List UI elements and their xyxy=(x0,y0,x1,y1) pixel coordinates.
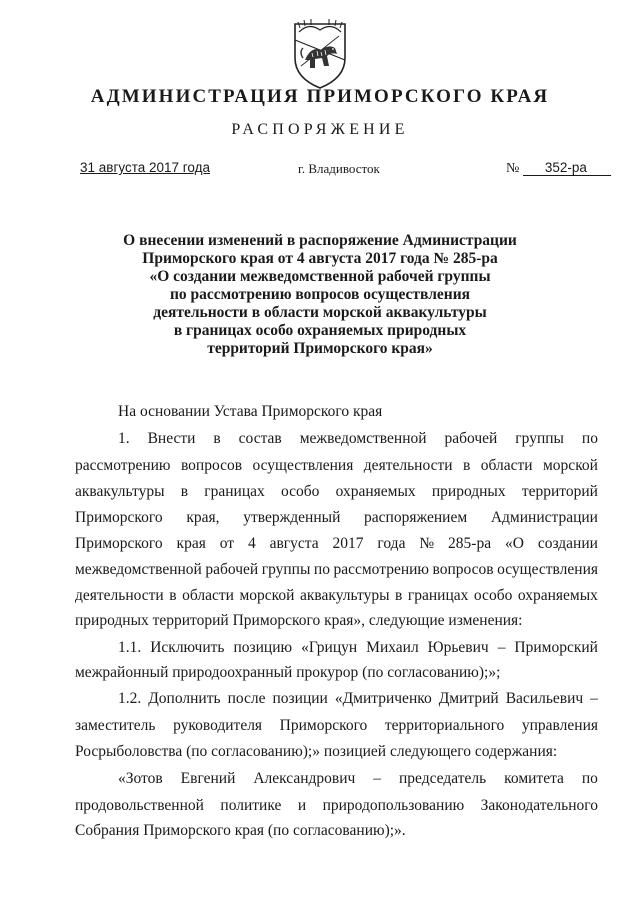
word: аквакультуры xyxy=(75,483,165,500)
body-line xyxy=(75,587,598,613)
word: продовольственной xyxy=(75,797,204,814)
word: в xyxy=(180,483,189,500)
word: «О xyxy=(504,535,524,552)
word: управления xyxy=(521,717,598,734)
word: аквакультуры xyxy=(300,587,390,604)
body-line xyxy=(75,797,598,823)
word: по xyxy=(313,561,330,578)
word: края, xyxy=(186,509,220,526)
word: 1. xyxy=(118,430,130,447)
title-line: Приморского края от 4 августа 2017 года № 285-ра xyxy=(142,250,498,267)
coat-of-arms-icon xyxy=(291,18,349,90)
word: «Дмитриченко xyxy=(334,690,432,707)
word: особо xyxy=(473,587,513,604)
document-city: г. Владивосток xyxy=(298,161,380,176)
word: – xyxy=(497,639,506,656)
number-sign: № xyxy=(506,161,520,176)
word: после xyxy=(227,690,266,707)
word: Приморского xyxy=(75,535,163,552)
word: области xyxy=(182,587,234,604)
body-line: Собрания Приморского края (по согласованию);». xyxy=(75,822,406,839)
word: комитета xyxy=(504,770,564,787)
body-line xyxy=(75,639,598,665)
body-line xyxy=(75,535,598,561)
word: Юрьевич xyxy=(427,639,489,656)
word: утвержденный xyxy=(243,509,341,526)
document-type: РАСПОРЯЖЕНИЕ xyxy=(231,121,409,138)
word: границах xyxy=(204,483,265,500)
body-line: Росрыболовства (по согласованию);» позицией следующего содержания: xyxy=(75,743,558,760)
word: Администрации xyxy=(490,509,598,526)
word: вопросов xyxy=(432,561,494,578)
word: Васильевич xyxy=(505,690,584,707)
word: Приморского xyxy=(75,509,163,526)
word: Евгений xyxy=(180,770,236,787)
document-number: 352-ра xyxy=(523,160,611,176)
word: рассмотрению xyxy=(75,457,171,474)
body-line xyxy=(75,717,598,743)
word: вопросов xyxy=(180,457,243,474)
word: 1.1. xyxy=(118,639,142,656)
word: «Зотов xyxy=(118,770,163,787)
body-line xyxy=(75,457,598,483)
body-line: На основании Устава Приморского края xyxy=(118,403,383,420)
word: состав xyxy=(238,430,282,447)
word: охраняемых xyxy=(517,587,598,604)
word: в xyxy=(462,457,471,474)
body-line: природных территорий Приморского края», следующие изменения: xyxy=(75,612,523,629)
word: Приморский xyxy=(514,639,598,656)
word: межведомственной xyxy=(299,430,427,447)
word: 285-ра xyxy=(448,535,492,552)
document-title xyxy=(100,232,540,358)
word: по xyxy=(581,430,598,447)
word: охраняемых xyxy=(335,483,416,500)
body-line xyxy=(75,483,598,509)
title-line: О внесении изменений в распоряжение Администрации xyxy=(123,232,517,249)
document-date: 31 августа 2017 года xyxy=(80,160,211,175)
word: в xyxy=(213,430,221,447)
body-line xyxy=(75,561,598,587)
word: по xyxy=(581,770,598,787)
word: рассмотрению xyxy=(333,561,429,578)
word: 1.2. xyxy=(118,690,142,707)
title-line: в границах особо охраняемых природных xyxy=(173,322,467,339)
word: деятельности xyxy=(363,457,453,474)
word: рабочей xyxy=(205,561,259,578)
word: в xyxy=(395,587,403,604)
word: границах xyxy=(407,587,469,604)
word: заместитель xyxy=(75,717,156,734)
word: «Грицун xyxy=(301,639,358,656)
title-line: территорий Приморского края» xyxy=(207,340,433,357)
word: морской xyxy=(543,457,598,474)
word: августа xyxy=(269,535,319,552)
word: 2017 xyxy=(332,535,364,552)
body-line xyxy=(75,509,598,535)
word: руководителя xyxy=(173,717,263,734)
word: Законодательного xyxy=(480,797,598,814)
title-line: «О создании межведомственной рабочей группы xyxy=(149,268,491,285)
word: – xyxy=(373,770,382,787)
word: межведомственной xyxy=(75,561,202,578)
word: в xyxy=(169,587,177,604)
word: осуществления xyxy=(497,561,598,578)
word: осуществления xyxy=(252,457,354,474)
organization-title: АДМИНИСТРАЦИЯ ПРИМОРСКОГО КРАЯ xyxy=(90,86,550,107)
title-line: деятельности в области морской аквакультуры xyxy=(153,304,487,321)
word: Дополнить xyxy=(148,690,221,707)
word: деятельности xyxy=(75,587,164,604)
word: природных xyxy=(431,483,506,500)
word: Приморского xyxy=(279,717,368,734)
word: области xyxy=(480,457,533,474)
word: Внести xyxy=(147,430,196,447)
word: председатель xyxy=(398,770,487,787)
body-line xyxy=(75,690,598,716)
word: и xyxy=(297,797,307,814)
word: Михаил xyxy=(366,639,419,656)
word: – xyxy=(590,690,598,707)
body-line: межрайонный природоохранный прокурор (по согласованию);»; xyxy=(75,664,501,681)
word: особо xyxy=(280,483,320,500)
word: природопользованию xyxy=(322,797,465,814)
word: территориального xyxy=(384,717,505,734)
word: № xyxy=(419,535,435,552)
word: от xyxy=(219,535,235,552)
word: морской xyxy=(239,587,295,604)
word: 4 xyxy=(247,535,256,552)
word: политике xyxy=(220,797,282,814)
word: распоряжением xyxy=(364,509,468,526)
title-line: по рассмотрению вопросов осуществления xyxy=(169,286,471,303)
body-line xyxy=(75,770,598,796)
word: края xyxy=(176,535,206,552)
word: группы xyxy=(261,561,311,578)
word: позиции xyxy=(272,690,328,707)
word: группы xyxy=(515,430,564,447)
word: территорий xyxy=(521,483,598,500)
word: года xyxy=(377,535,406,552)
word: Дмитрий xyxy=(438,690,499,707)
body-line xyxy=(75,430,598,456)
word: создании xyxy=(537,535,598,552)
word: позицию xyxy=(233,639,293,656)
word: Александрович xyxy=(253,770,356,787)
word: Исключить xyxy=(150,639,225,656)
document-number-block xyxy=(506,160,611,177)
word: рабочей xyxy=(444,430,498,447)
